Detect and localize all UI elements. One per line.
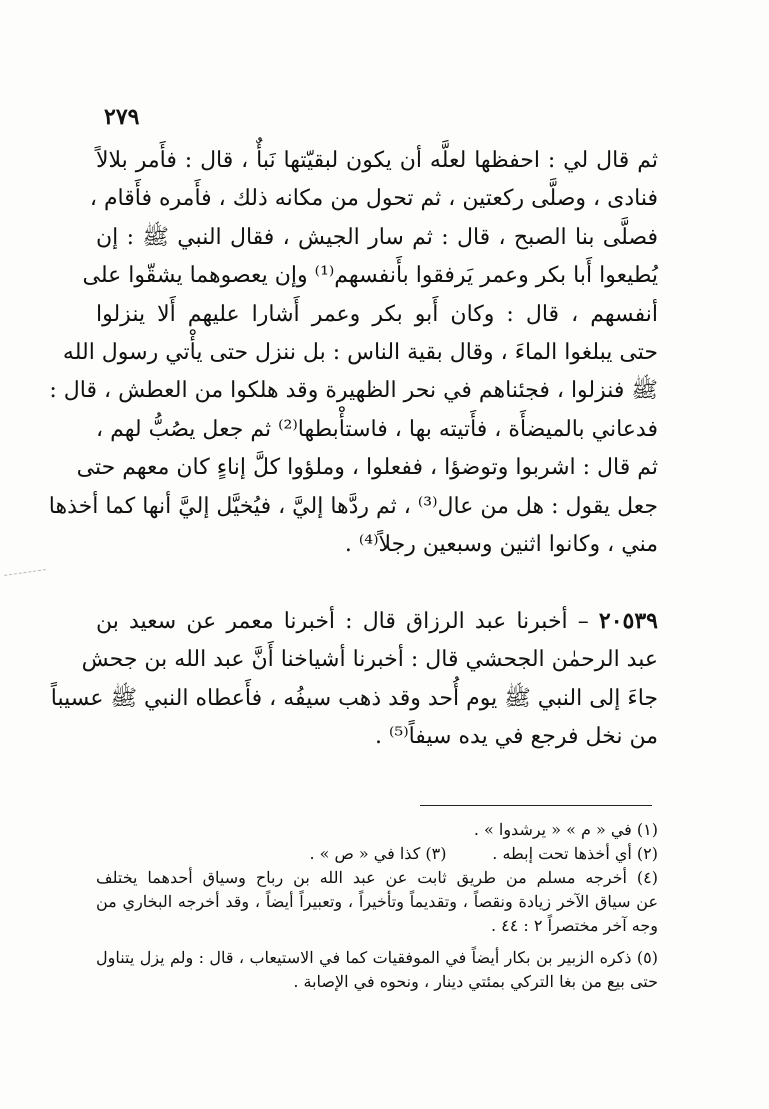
footnote-2-3 <box>96 842 658 866</box>
text-line: فصلَّى بنا الصبح ، قال : ثم سار الجيش ، فقال النبي ﷺ : إن <box>96 224 658 250</box>
footnote-2: (٢) أي أخذها تحت إبطه . <box>492 844 658 863</box>
text-line: مني ، وكانوا اثنين وسبعين رجلاً⁽⁴⁾ . <box>344 532 658 558</box>
text-line: جعل يقول : هل من عال⁽³⁾ ، ثم ردَّها إليَّ ، فيُخيَّل إليَّ أنها كما أخذها <box>48 493 658 519</box>
footnote-4-line: عن سياق الآخر زيادة ونقصاً ، وتقديماً وتأخيراً ، وتعبيراً أيضاً ، وقد أخرجه البخاري من <box>96 892 658 911</box>
footnote-gap <box>96 938 658 946</box>
page-number: ٢٧٩ <box>104 104 140 130</box>
text-line: أنفسهم ، قال : وكان أَبو بكر وعمر أَشارا عليهم أَلا ينزلوا <box>96 301 658 327</box>
footnote-separator <box>420 805 652 806</box>
text-line: جاءَ إلى النبي ﷺ يوم أُحد وقد ذهب سيفُه ، فأَعطاه النبي ﷺ عسيباً <box>50 685 658 711</box>
text-line: ثم قال لي : احفظها لعلَّه أن يكون لبقيّتها نَبأٌ ، قال : فأَمر بلالاً <box>96 148 658 173</box>
footnote-5-line: حتى بيع من بغا التركي بمئتي دينار ، ونحوه في الإصابة . <box>293 972 658 991</box>
text-line: فدعاني بالميضأَة ، فأَتيته بها ، فاستأْبطها⁽²⁾ ثم جعل يصُبُّ لهم ، <box>96 416 658 442</box>
footnote-1: (١) في « م » « يرشدوا » . <box>473 820 658 839</box>
footnote-5-line: (٥) ذكره الزبير بن بكار أيضاً في الموفقيات كما في الاستيعاب ، قال : ولم يزل يتناول <box>96 948 658 967</box>
text-line: يُطيعوا أَبا بكر وعمر يَرفقوا بأَنفسهم⁽¹⁾ وإن يعصوهما يشقّوا على <box>82 263 658 289</box>
hadith-first-line <box>96 602 658 641</box>
hadith-number: ٢٠٥٣٩ <box>598 608 658 634</box>
hadith-entry <box>50 602 658 757</box>
text-line: فنادى ، وصلَّى ركعتين ، ثم تحول من مكانه ذلك ، فأَمره فأَقام ، <box>89 186 658 212</box>
text-line: حتى يبلغوا الماءَ ، وقال بقية الناس : بل ننزل حتى يأْتي رسول الله <box>62 340 658 366</box>
main-text <box>48 142 658 564</box>
footnote-4-line: (٤) أخرجه مسلم من طريق ثابت عن عبد الله بن رباح وسياق أحدهما يختلف <box>96 868 658 887</box>
text-line: من نخل فرجع في يده سيفاً⁽⁵⁾ . <box>374 724 658 750</box>
hadith-line-text: – أخبرنا عبد الرزاق قال : أخبرنا معمر عن سعيد بن <box>96 609 589 634</box>
text-line: ثم قال : اشربوا وتوضؤا ، ففعلوا ، وملؤوا كلَّ إناءٍ كان معهم حتى <box>76 455 658 481</box>
footnote-4-line: وجه آخر مختصراً ٢ : ٤٤ . <box>490 916 658 935</box>
text-line: عبد الرحمٰن الجحشي قال : أخبرنا أشياخنا أَنَّ عبد الله بن جحش <box>81 647 658 673</box>
text-line: ﷺ فنزلوا ، فجئناهم في نحر الظهيرة وقد هلكوا من العطش ، قال : <box>49 378 658 404</box>
footnotes <box>96 818 658 994</box>
margin-scan-mark <box>4 569 46 576</box>
footnote-3: (٣) كذا في « ص » . <box>309 844 447 863</box>
